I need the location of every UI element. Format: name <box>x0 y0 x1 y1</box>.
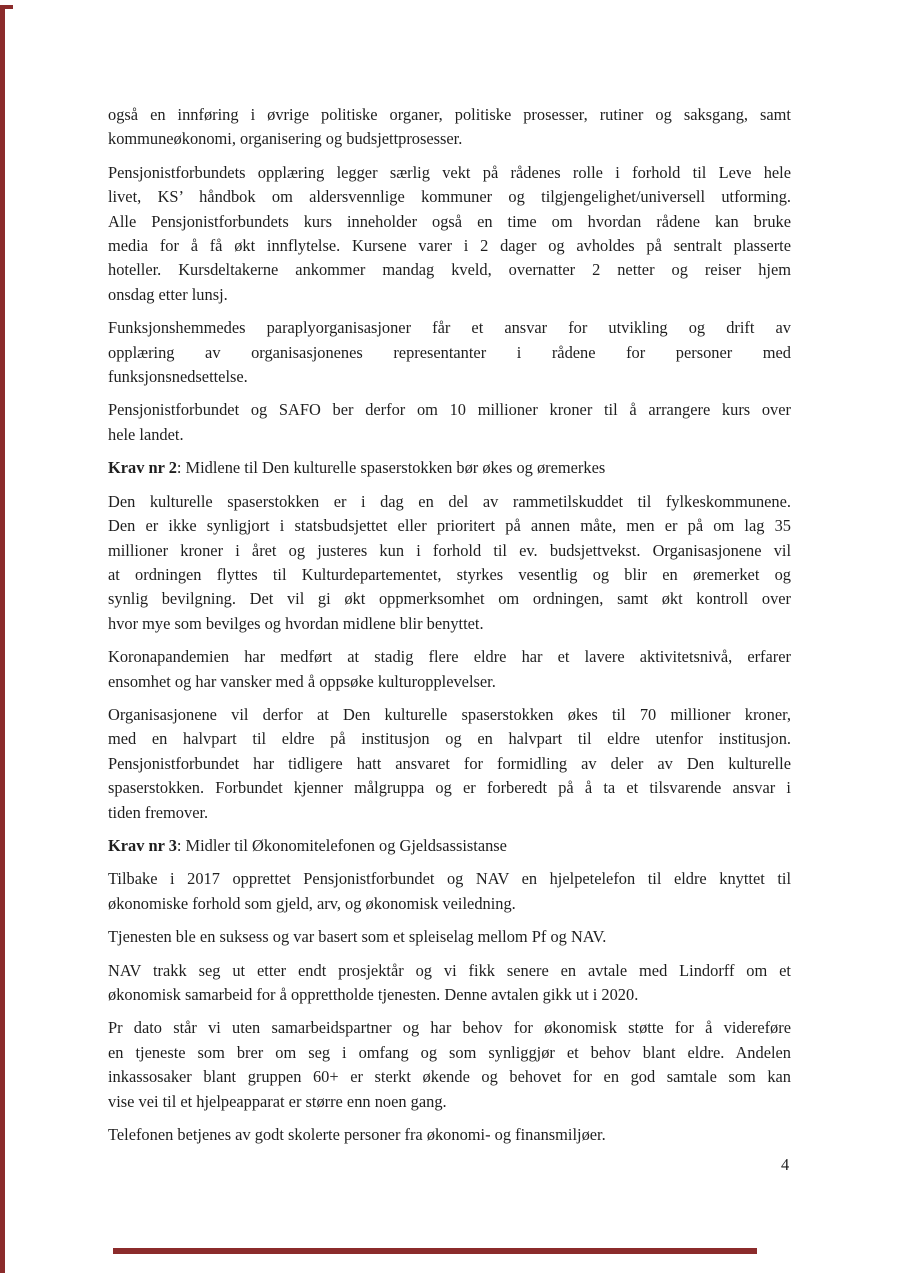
paragraph <box>108 103 791 152</box>
heading <box>108 834 791 858</box>
text-line: økonomiske forhold som gjeld, arv, og økonomisk veiledning. <box>108 893 516 913</box>
paragraph <box>108 1123 791 1147</box>
text-line: med en halvpart til eldre på institusjon og en halvpart til eldre utenfor institusjon. <box>108 729 791 749</box>
text-line: hvor mye som bevilges og hvordan midlene blir benyttet. <box>108 613 484 633</box>
text-line: Tjenesten ble en suksess og var basert som et spleiselag mellom Pf og NAV. <box>108 927 607 947</box>
text-line: også en innføring i øvrige politiske organer, politiske prosesser, rutiner og saksgang, samt <box>108 105 791 124</box>
heading-text: : Midler til Økonomitelefonen og Gjeldsassistanse <box>176 835 507 855</box>
paragraph <box>108 645 791 694</box>
heading-label: Krav nr 2 <box>108 458 177 478</box>
paragraph <box>108 398 791 447</box>
text-line: Pensjonistforbundets opplæring legger særlig vekt på rådenes rolle i forhold til Leve hele <box>108 162 791 182</box>
text-line: Den er ikke synligjort i statsbudsjettet eller prioritert på annen måte, men er på om lag 35 <box>108 516 791 536</box>
paragraph <box>108 490 791 636</box>
heading-label: Krav nr 3 <box>108 835 177 855</box>
text-line: media for å få økt innflytelse. Kursene varer i 2 dager og avholdes på sentralt plasserte <box>108 236 791 256</box>
text-line: funksjonsnedsettelse. <box>108 367 248 387</box>
text-line: inkassosaker blant gruppen 60+ er sterkt økende og behovet for en god samtale som kan <box>108 1067 791 1087</box>
text-line: millioner kroner i året og justeres kun i forhold til ev. budsjettvekst. Organisasjonene vil <box>108 540 791 560</box>
heading-line <box>108 834 791 858</box>
paragraph <box>108 925 791 949</box>
paragraph <box>108 161 791 307</box>
text-line: opplæring av organisasjonenes representanter i rådene for personer med <box>108 342 791 362</box>
text-line: Organisasjonene vil derfor at Den kulturelle spaserstokken økes til 70 millioner kroner, <box>108 704 791 724</box>
text-line: Pensjonistforbundet og SAFO ber derfor om 10 millioner kroner til å arrangere kurs over <box>108 400 791 420</box>
text-line: Telefonen betjenes av godt skolerte personer fra økonomi- og finansmiljøer. <box>108 1125 606 1145</box>
text-line: Tilbake i 2017 opprettet Pensjonistforbundet og NAV en hjelpetelefon til eldre knyttet til <box>108 869 791 889</box>
text-line: at ordningen flyttes til Kulturdepartementet, styrkes vesentlig og blir en øremerket og <box>108 564 791 584</box>
scan-artifact-top-dash <box>0 5 13 9</box>
text-line: Alle Pensjonistforbundets kurs inneholder også en time om hvordan rådene kan bruke <box>108 211 791 231</box>
text-line: NAV trakk seg ut etter endt prosjektår og vi fikk senere en avtale med Lindorff om et <box>108 960 791 980</box>
text-line: en tjeneste som brer om seg i omfang og som synliggjør et behov blant eldre. Andelen <box>108 1042 791 1062</box>
heading <box>108 456 791 480</box>
text-line: tiden fremover. <box>108 802 209 822</box>
text-line: Koronapandemien har medført at stadig flere eldre har et lavere aktivitetsnivå, erfarer <box>108 647 791 667</box>
heading-text: : Midlene til Den kulturelle spaserstokken bør økes og øremerkes <box>176 458 606 478</box>
text-line: Pensjonistforbundet har tidligere hatt ansvaret for formidling av deler av Den kulturelle <box>108 753 791 773</box>
text-line: Pr dato står vi uten samarbeidspartner og har behov for økonomisk støtte for å videreføre <box>108 1018 791 1038</box>
scan-artifact-left-line <box>0 5 5 1273</box>
heading-line <box>108 456 791 480</box>
paragraph <box>108 959 791 1008</box>
page-number: 4 <box>781 1155 790 1174</box>
scan-artifact-bottom-line <box>113 1248 757 1254</box>
text-line: hoteller. Kursdeltakerne ankommer mandag kveld, overnatter 2 netter og reiser hjem <box>108 260 791 280</box>
document-body <box>108 103 791 1156</box>
text-line: økonomisk samarbeid for å opprettholde tjenesten. Denne avtalen gikk ut i 2020. <box>108 985 639 1004</box>
text-line: kommuneøkonomi, organisering og budsjettprosesser. <box>108 129 463 149</box>
text-line: synlig bevilgning. Det vil gi økt oppmerksomhet om ordningen, samt økt kontroll over <box>108 589 791 609</box>
text-line: hele landet. <box>108 424 184 444</box>
text-line: livet, KS’ håndbok om aldersvennlige kommuner og tilgjengelighet/universell utforming. <box>108 187 791 207</box>
text-line: onsdag etter lunsj. <box>108 284 228 304</box>
text-line: ensomhet og har vansker med å oppsøke kulturopplevelser. <box>108 671 496 691</box>
paragraph <box>108 316 791 389</box>
paragraph <box>108 703 791 825</box>
text-line: spaserstokken. Forbundet kjenner målgruppa og er forberedt på å ta et tilsvarende ansvar i <box>108 778 791 798</box>
text-line: Den kulturelle spaserstokken er i dag en del av rammetilskuddet til fylkeskommunene. <box>108 491 791 511</box>
text-line: vise vei til et hjelpeapparat er større enn noen gang. <box>108 1091 447 1111</box>
text-line: Funksjonshemmedes paraplyorganisasjoner får et ansvar for utvikling og drift av <box>108 318 791 338</box>
paragraph <box>108 1016 791 1114</box>
paragraph <box>108 867 791 916</box>
